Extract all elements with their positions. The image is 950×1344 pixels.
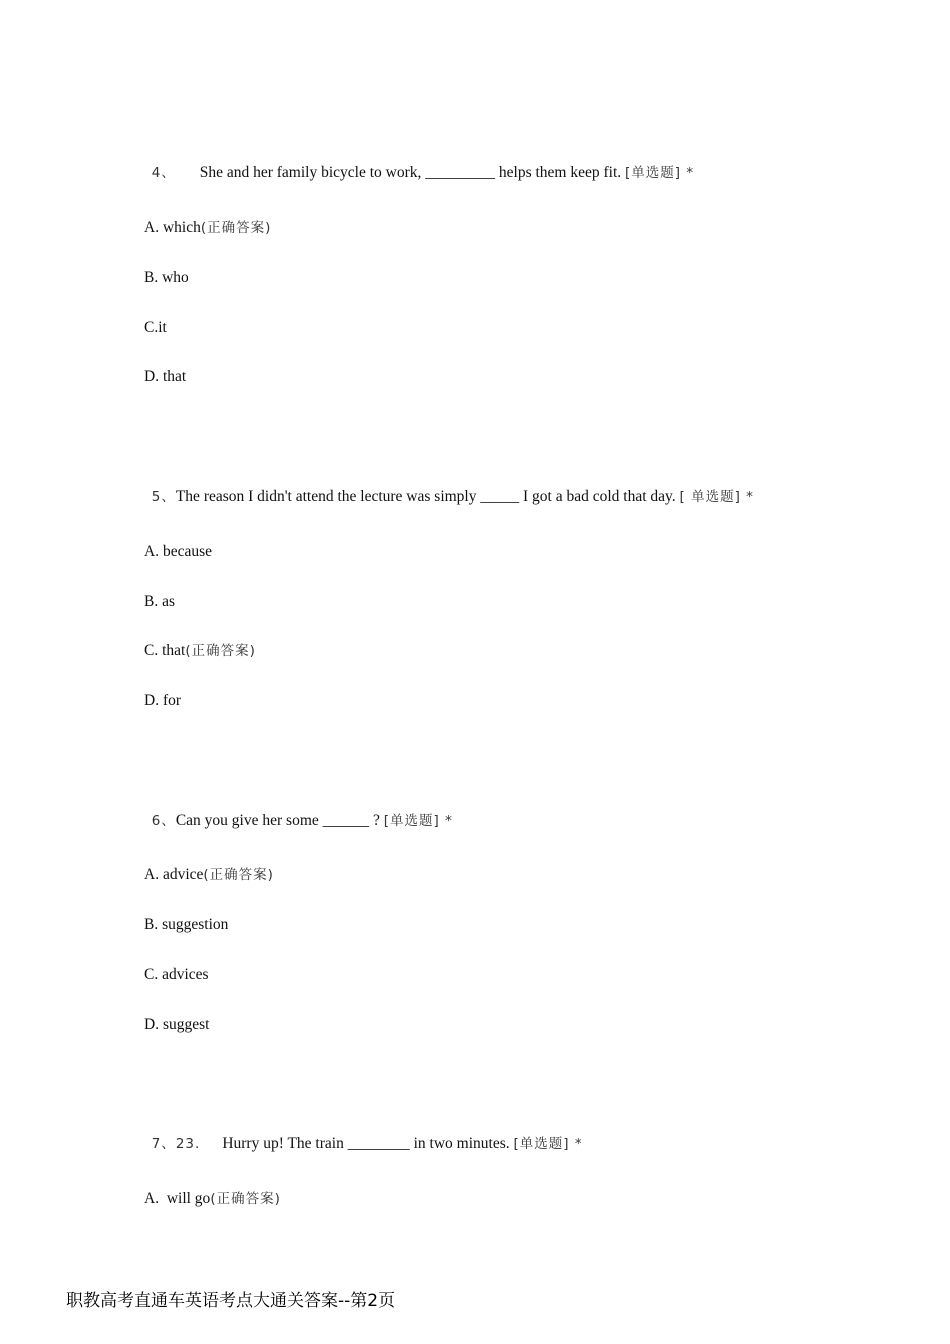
question-number: 4、 (151, 165, 176, 181)
option-text: A. because (144, 543, 212, 560)
question-type-tag: [单选题] (513, 1136, 570, 1152)
question-type-tag: [单选题] (383, 813, 440, 829)
required-marker: * (439, 813, 453, 829)
option-text: D. suggest (144, 1016, 210, 1033)
option-text: B. suggestion (144, 916, 229, 933)
question-text: The reason I didn't attend the lecture was simply _____ I got a bad cold that day. (175, 488, 680, 505)
question-type-tag: [单选题] (625, 165, 682, 181)
option-item (144, 1189, 281, 1209)
option-text: C. advices (144, 966, 209, 983)
question-number: 7、23. (151, 1136, 201, 1152)
option-item (144, 641, 256, 661)
option-text: D. for (144, 692, 182, 709)
correct-answer-mark: (正确答案) (200, 220, 272, 236)
option-text: A. will go (144, 1190, 211, 1207)
option-text: A. which (144, 219, 201, 236)
correct-answer-mark: (正确答案) (203, 867, 274, 883)
option-item (144, 865, 274, 885)
option-item (144, 691, 181, 711)
option-text: B. as (144, 593, 175, 610)
question-stem (144, 791, 453, 831)
page-footer: 职教高考直通车英语考点大通关答案--第2页 (66, 1291, 396, 1311)
correct-answer-mark: (正确答案) (185, 643, 256, 659)
required-marker: * (740, 489, 754, 505)
question-stem (144, 143, 694, 183)
option-item (144, 915, 228, 935)
option-text: C.it (144, 319, 167, 336)
correct-answer-mark: (正确答案) (210, 1191, 281, 1207)
option-item (144, 542, 212, 562)
option-text: A. advice (144, 866, 204, 883)
question-text: Hurry up! The train ________ in two minutes. (222, 1135, 514, 1152)
question-text: Can you give her some ______ ? (175, 812, 384, 829)
question-number: 5、 (151, 489, 176, 505)
option-item (144, 268, 189, 288)
required-marker: * (569, 1136, 583, 1152)
option-item (144, 218, 271, 238)
option-item (144, 592, 175, 612)
question-type-tag: [ 单选题] (679, 489, 741, 505)
option-text: B. who (144, 269, 189, 286)
question-number: 6、 (151, 813, 176, 829)
required-marker: * (681, 165, 695, 181)
question-stem (144, 1114, 583, 1154)
question-text: She and her family bicycle to work, _________ helps them keep fit. (195, 164, 626, 181)
option-item (144, 1015, 209, 1035)
option-text: D. that (144, 368, 187, 385)
option-item (144, 965, 209, 985)
option-item (144, 318, 167, 338)
option-text: C. that (144, 642, 186, 659)
option-item (144, 367, 186, 387)
question-stem (144, 467, 754, 507)
